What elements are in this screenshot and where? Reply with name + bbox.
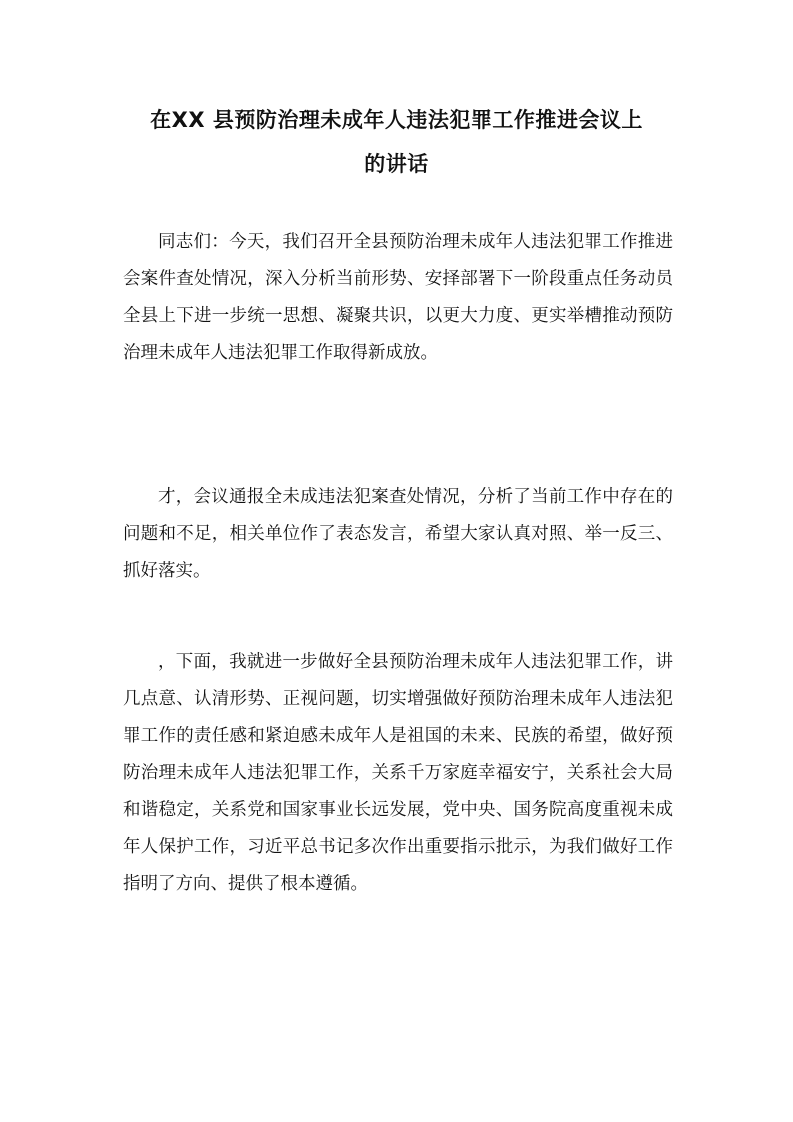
title-line-2: 的讲话 xyxy=(364,152,429,176)
document-title xyxy=(110,98,683,186)
title-line-1: 在XX 县预防治理未成年人违法犯罪工作推进会议上 xyxy=(150,108,643,132)
paragraph-opening: 同志们：今天，我们召开全县预防治理未成年人违法犯罪工作推进会案件查处情况，深入分析当前形势、安择部署下一阶段重点任务动员全县上下进一步统一思想、凝聚共识，以更大力度、更实举槽推动预防治理未成年人违法犯罪工作取得新成放。 xyxy=(123,232,673,363)
paragraph-meeting-summary: 才，会议通报全未成违法犯案查处情况，分析了当前工作中存在的问题和不足，相关单位作了表态发言，希望大家认真对照、举一反三、抓好落实。 xyxy=(123,487,673,581)
paragraph-main-remarks: ，下面，我就进一步做好全县预防治理未成年人违法犯罪工作，讲几点意、认清形势、正视问题，切实增强做好预防治理未成年人违法犯罪工作的责任感和紧迫感未成年人是祖国的未来、民族的希望，做好预防治理未成年人违法犯罪工作，关系千万家庭幸福安宁，关系社会大局和谐稳定，关系党和国家事业长远发展，党中央、国务院高度重视未成年人保护工作，习近平总书记多次作出重要指示批示，为我们做好工作指明了方向、提供了根本遵循。 xyxy=(123,652,673,894)
